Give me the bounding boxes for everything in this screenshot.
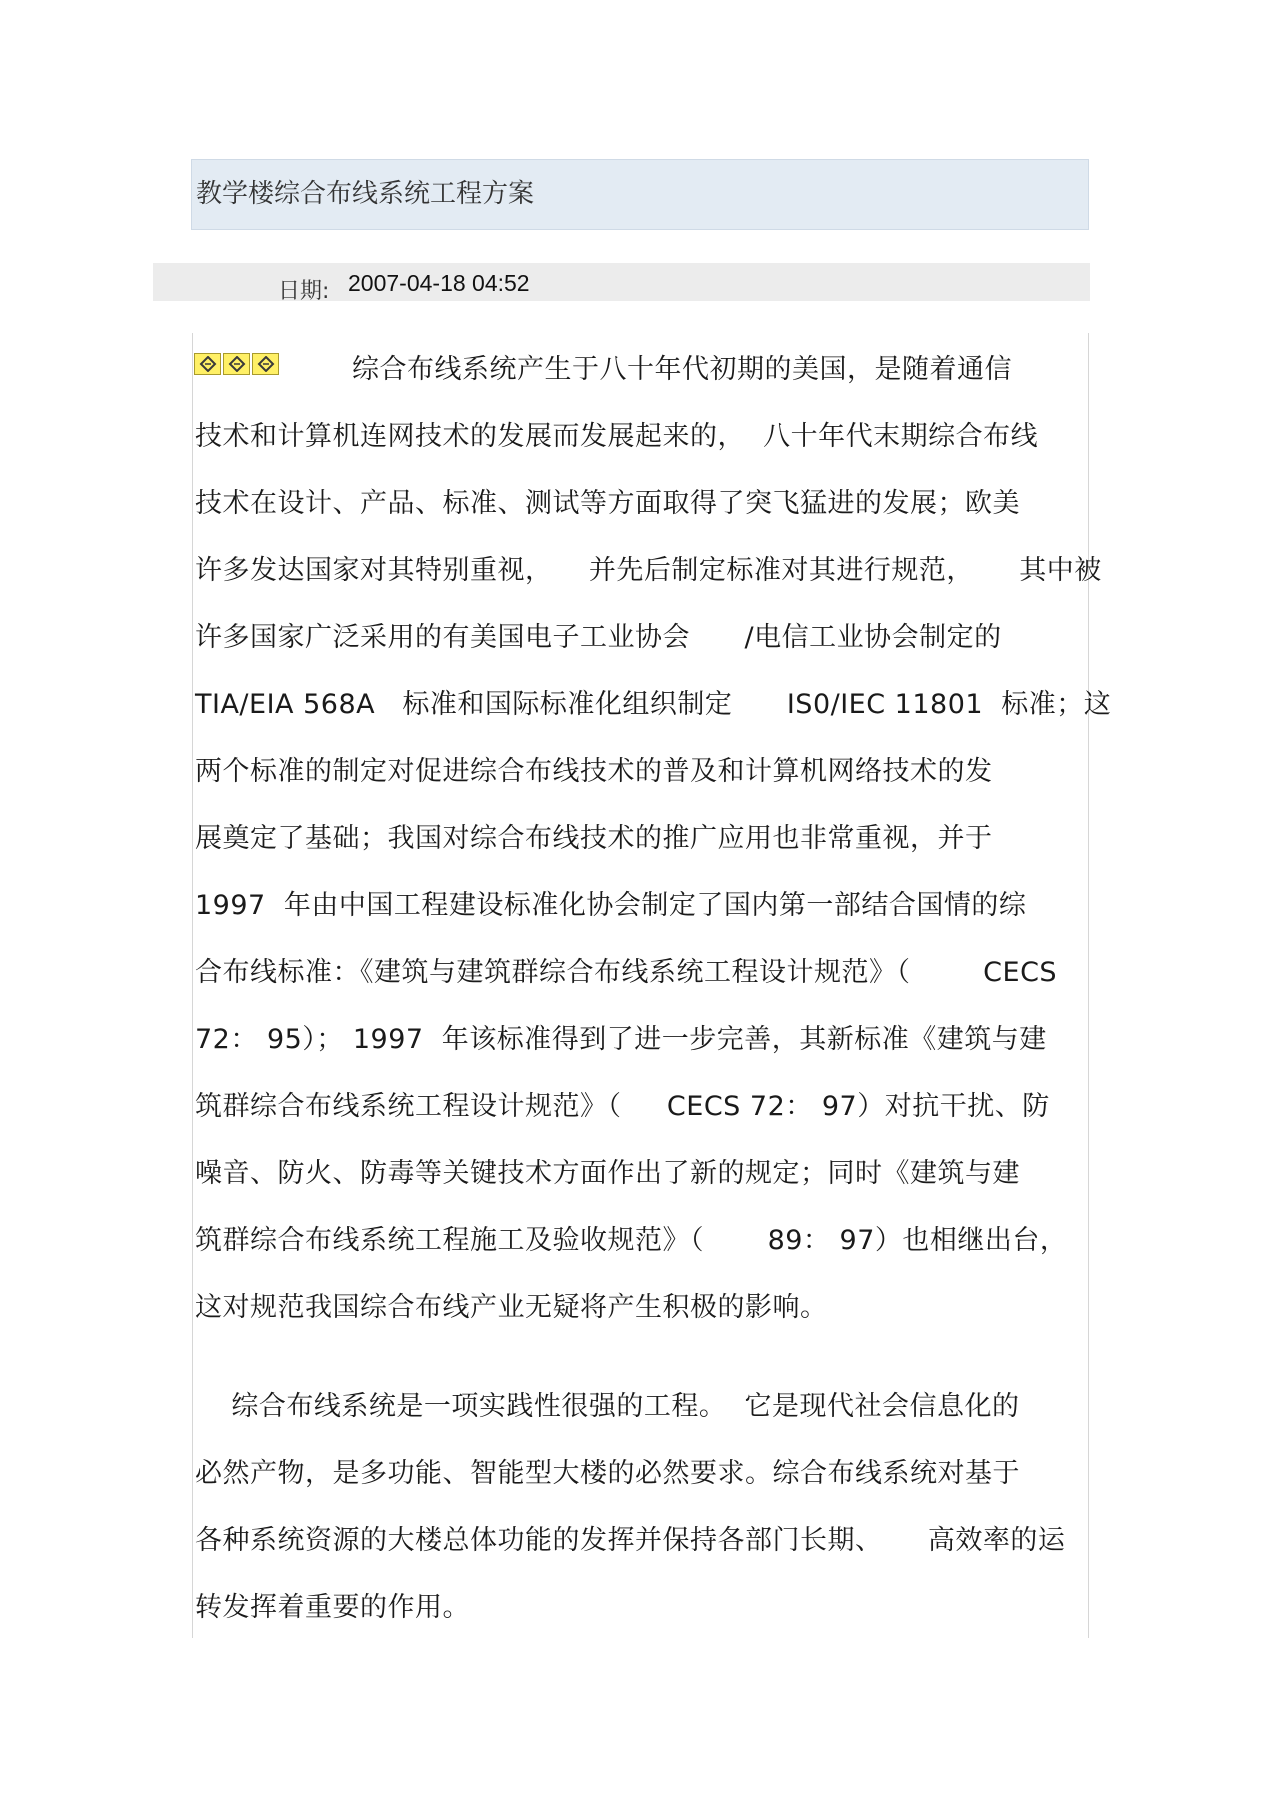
body-line: 筑群综合布线系统工程施工及验收规范》（ 89： 97）也相继出台， <box>195 1225 1068 1256</box>
diamond-icon <box>223 353 250 375</box>
body-line: 技术和计算机连网技术的发展而发展起来的， 八十年代末期综合布线 <box>195 421 1039 452</box>
body-line: 必然产物，是多功能、智能型大楼的必然要求。综合布线系统对基于 <box>195 1458 1020 1489</box>
body-line: 合布线标准：《建筑与建筑群综合布线系统工程设计规范》（ CECS <box>195 957 1058 988</box>
body-line: 筑群综合布线系统工程设计规范》（ CECS 72： 97）对抗干扰、防 <box>195 1091 1050 1122</box>
body-line: 1997 年由中国工程建设标准化协会制定了国内第一部结合国情的综 <box>195 890 1027 921</box>
body-line: 各种系统资源的大楼总体功能的发挥并保持各部门长期、 高效率的运 <box>195 1525 1066 1556</box>
body-line: 两个标准的制定对促进综合布线技术的普及和计算机网络技术的发 <box>195 756 993 787</box>
date-value: 2007-04-18 04:52 <box>348 270 530 296</box>
diamond-icon <box>252 353 279 375</box>
body-line: 72： 95）； 1997 年该标准得到了进一步完善，其新标准《建筑与建 <box>195 1024 1047 1055</box>
date-label: 日期: <box>278 279 330 304</box>
body-line: 许多发达国家对其特别重视， 并先后制定标准对其进行规范， 其中被 <box>195 555 1102 586</box>
body-line: 噪音、防火、防毒等关键技术方面作出了新的规定；同时《建筑与建 <box>195 1158 1020 1189</box>
body-line: 展奠定了基础；我国对综合布线技术的推广应用也非常重视，并于 <box>195 823 993 854</box>
body-line: 转发挥着重要的作用。 <box>195 1592 470 1623</box>
article-title-bar <box>191 159 1089 230</box>
diamond-icon <box>194 353 221 375</box>
article-title: 教学楼综合布线系统工程方案 <box>196 179 535 209</box>
body-line: 许多国家广泛采用的有美国电子工业协会 /电信工业协会制定的 <box>195 622 1002 653</box>
body-line: TIA/EIA 568A 标准和国际标准化组织制定 IS0/IEC 11801 标准；这 <box>195 689 1112 720</box>
body-line: 技术在设计、产品、标准、测试等方面取得了突飞猛进的发展；欧美 <box>195 488 1020 519</box>
body-line: 综合布线系统是一项实践性很强的工程。 它是现代社会信息化的 <box>195 1391 1020 1422</box>
body-line: 综合布线系统产生于八十年代初期的美国，是随着通信 <box>352 354 1012 385</box>
article-date-bar <box>153 263 1090 304</box>
rating-icons <box>194 353 279 375</box>
body-line: 这对规范我国综合布线产业无疑将产生积极的影响。 <box>195 1292 828 1323</box>
